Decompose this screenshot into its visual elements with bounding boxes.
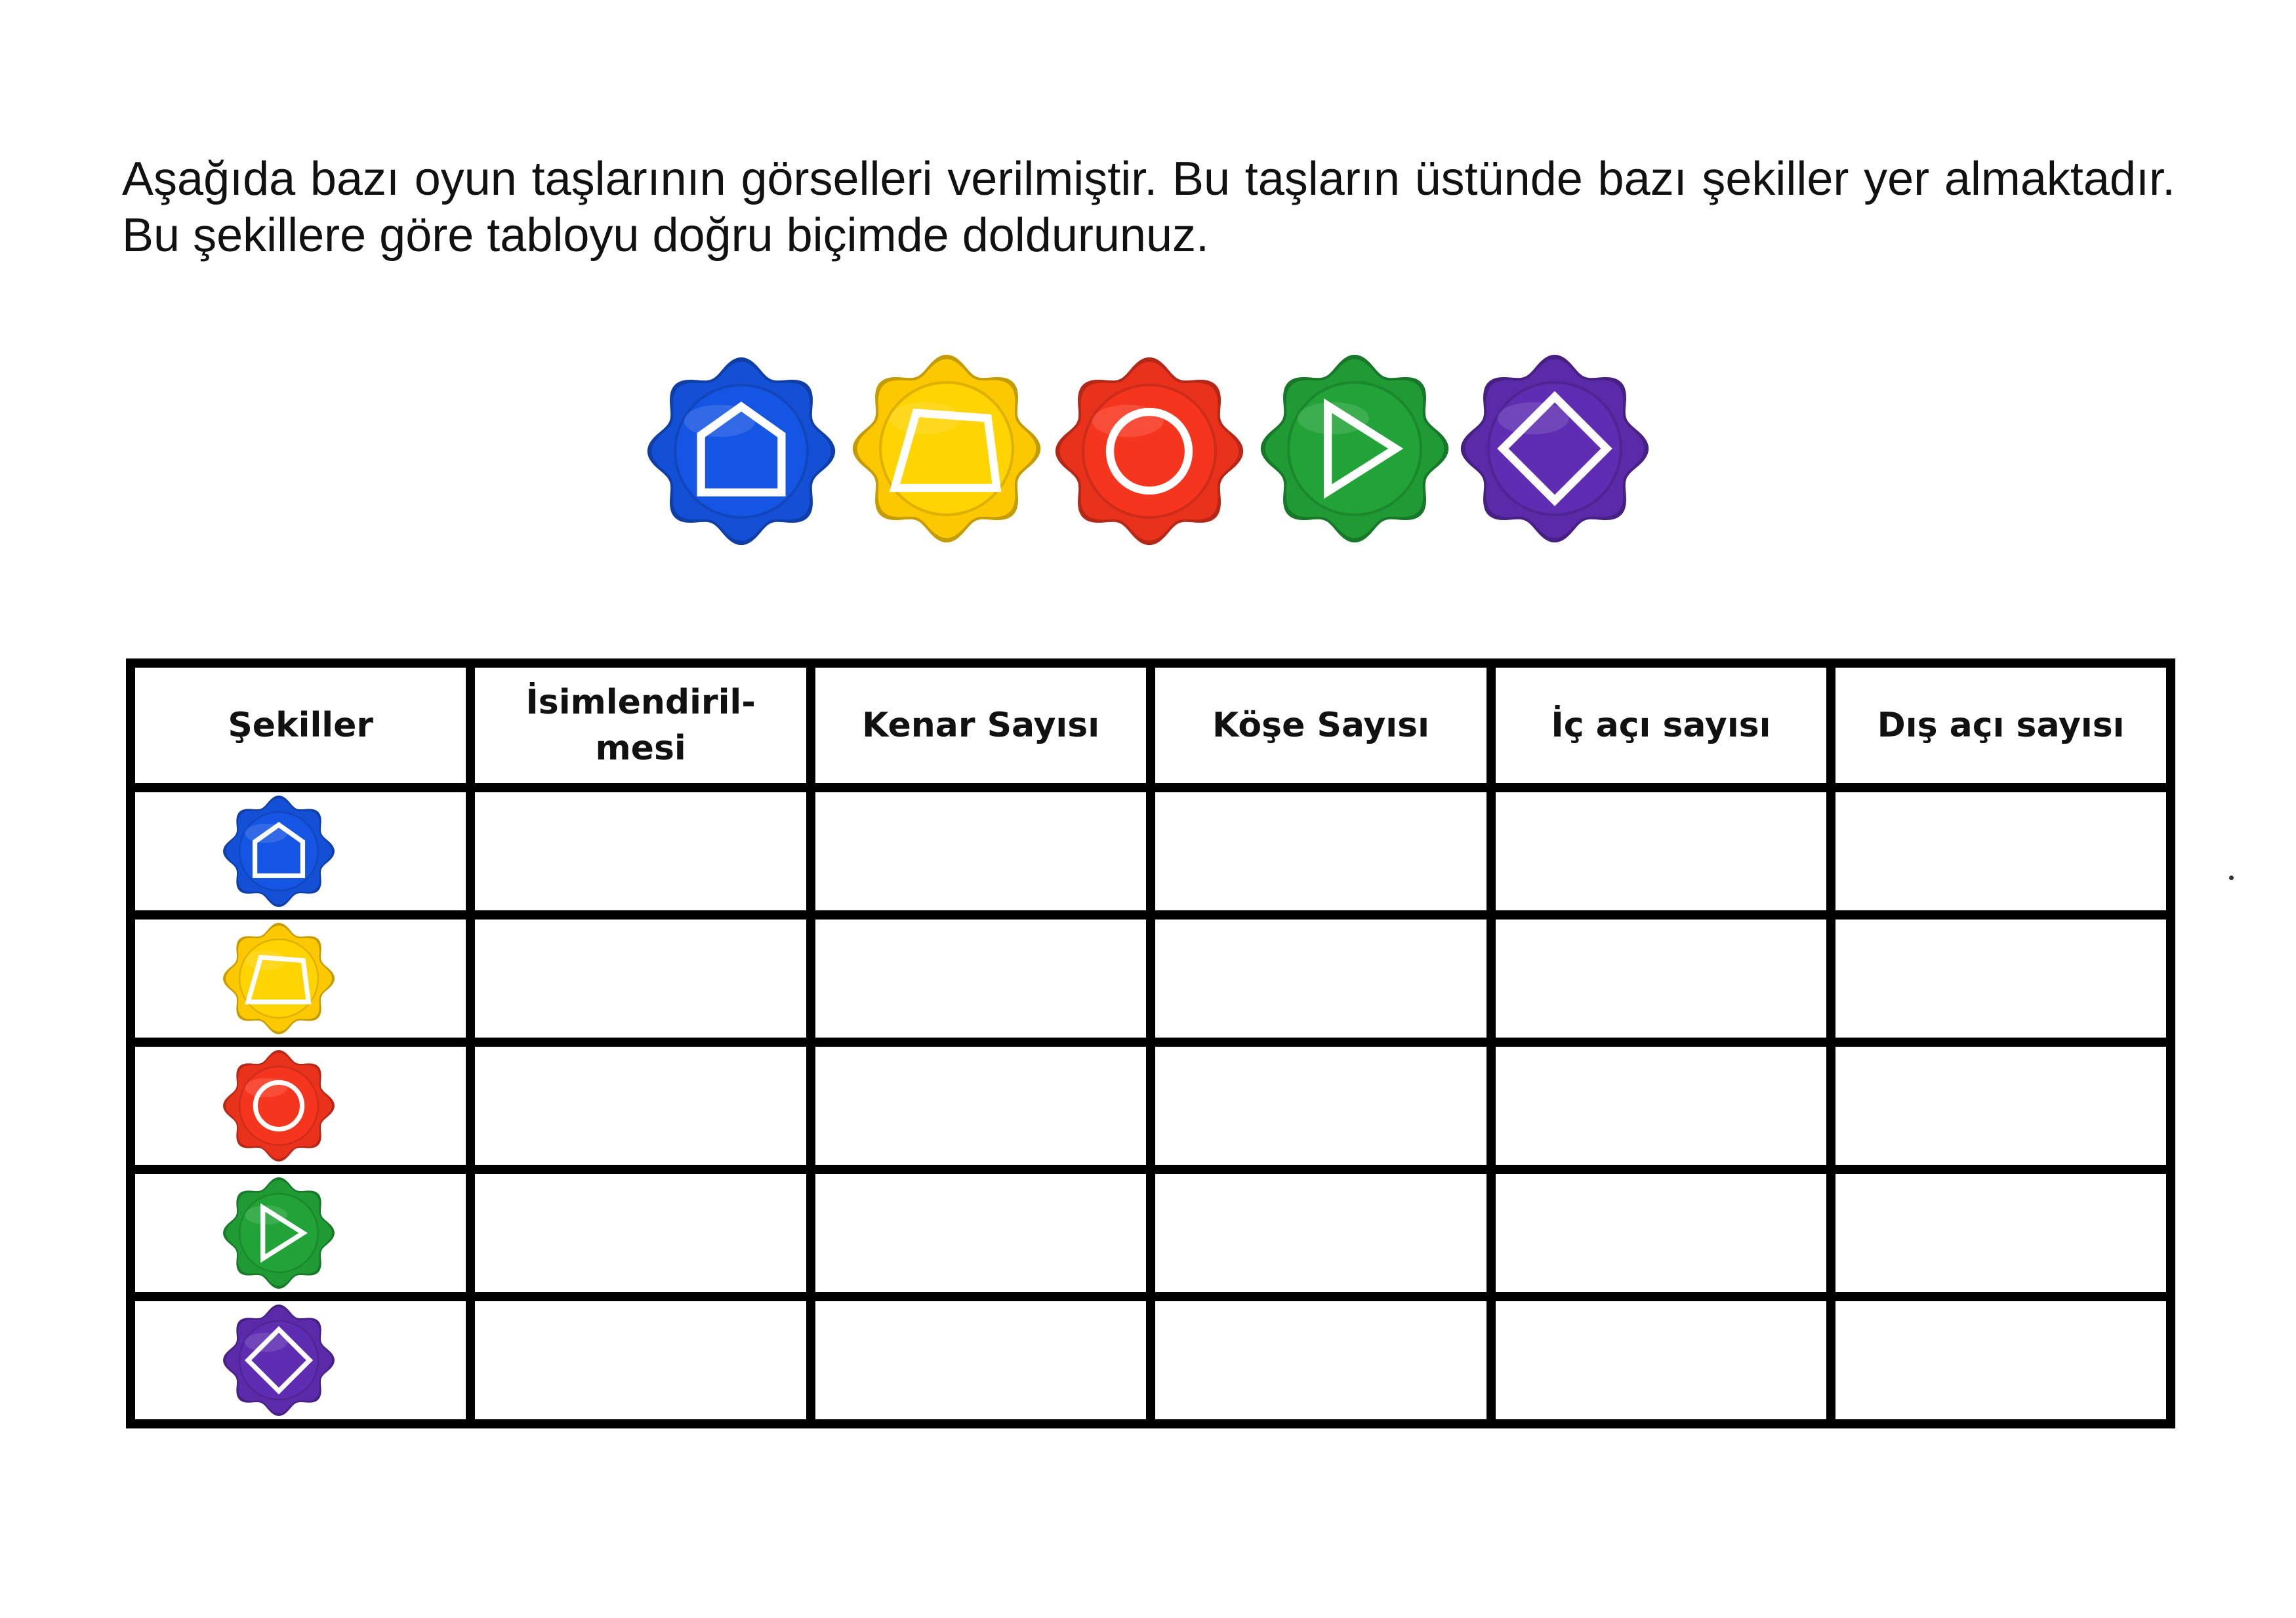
- purple-game-piece: [220, 1302, 337, 1419]
- exterior-angle-cell[interactable]: [1831, 1042, 2171, 1169]
- header-interior-angle-count: İç açı sayısı: [1491, 663, 1831, 788]
- exterior-angle-cell[interactable]: [1831, 1297, 2171, 1424]
- trapezoid-icon: [848, 350, 1045, 547]
- edge-count-cell[interactable]: [811, 915, 1151, 1042]
- naming-cell[interactable]: [470, 788, 810, 915]
- red-game-piece: [1051, 353, 1248, 550]
- vertex-count-cell[interactable]: [1151, 915, 1490, 1042]
- exterior-angle-cell[interactable]: [1831, 915, 2171, 1042]
- interior-angle-cell[interactable]: [1491, 1297, 1831, 1424]
- pentagon-house-icon: [643, 353, 840, 550]
- vertex-count-cell[interactable]: [1151, 1169, 1490, 1297]
- table-row: [131, 1297, 2171, 1424]
- exterior-angle-cell[interactable]: [1831, 1169, 2171, 1297]
- shape-cell: [131, 1297, 470, 1424]
- table-row: [131, 1042, 2171, 1169]
- interior-angle-cell[interactable]: [1491, 788, 1831, 915]
- purple-game-piece: [1456, 350, 1653, 547]
- triangle-icon: [220, 1175, 337, 1291]
- shape-cell: [131, 1042, 470, 1169]
- exterior-angle-cell[interactable]: [1831, 788, 2171, 915]
- shape-cell: [131, 788, 470, 915]
- green-game-piece: [1256, 350, 1453, 547]
- instruction-text: Aşağıda bazı oyun taşlarının görselleri verilmiştir. Bu taşların üstünde bazı şekiller yer almaktadır. Bu şekillere göre tabloyu doğru biçimde doldurunuz.: [122, 153, 2175, 262]
- triangle-icon: [1256, 350, 1453, 547]
- blue-game-piece: [643, 353, 840, 550]
- diamond-icon: [220, 1302, 337, 1419]
- vertex-count-cell[interactable]: [1151, 788, 1490, 915]
- header-exterior-angle-count: Dış açı sayısı: [1831, 663, 2171, 788]
- vertex-count-cell[interactable]: [1151, 1042, 1490, 1169]
- interior-angle-cell[interactable]: [1491, 915, 1831, 1042]
- edge-count-cell[interactable]: [811, 1297, 1151, 1424]
- naming-cell[interactable]: [470, 1297, 810, 1424]
- yellow-game-piece: [848, 350, 1045, 547]
- trapezoid-icon: [220, 920, 337, 1037]
- blue-game-piece: [220, 793, 337, 910]
- edge-count-cell[interactable]: [811, 788, 1151, 915]
- table-row: [131, 1169, 2171, 1297]
- header-shapes: Şekiller: [131, 663, 470, 788]
- game-pieces-row: [643, 346, 1666, 556]
- naming-cell[interactable]: [470, 1042, 810, 1169]
- shape-cell: [131, 1169, 470, 1297]
- shape-cell: [131, 915, 470, 1042]
- yellow-game-piece: [220, 920, 337, 1037]
- green-game-piece: [220, 1175, 337, 1291]
- pentagon-house-icon: [220, 793, 337, 910]
- header-edge-count: Kenar Sayısı: [811, 663, 1151, 788]
- circle-icon: [1051, 353, 1248, 550]
- table-row: [131, 788, 2171, 915]
- header-naming: İsimlendiril- mesi: [470, 663, 810, 788]
- edge-count-cell[interactable]: [811, 1042, 1151, 1169]
- header-vertex-count: Köşe Sayısı: [1151, 663, 1490, 788]
- interior-angle-cell[interactable]: [1491, 1169, 1831, 1297]
- vertex-count-cell[interactable]: [1151, 1297, 1490, 1424]
- table-row: [131, 915, 2171, 1042]
- interior-angle-cell[interactable]: [1491, 1042, 1831, 1169]
- stray-mark: [2229, 876, 2234, 880]
- table-header-row: [131, 663, 2171, 788]
- diamond-icon: [1456, 350, 1653, 547]
- red-game-piece: [220, 1047, 337, 1164]
- naming-cell[interactable]: [470, 915, 810, 1042]
- shapes-table: [126, 658, 2175, 1428]
- circle-icon: [220, 1047, 337, 1164]
- naming-cell[interactable]: [470, 1169, 810, 1297]
- edge-count-cell[interactable]: [811, 1169, 1151, 1297]
